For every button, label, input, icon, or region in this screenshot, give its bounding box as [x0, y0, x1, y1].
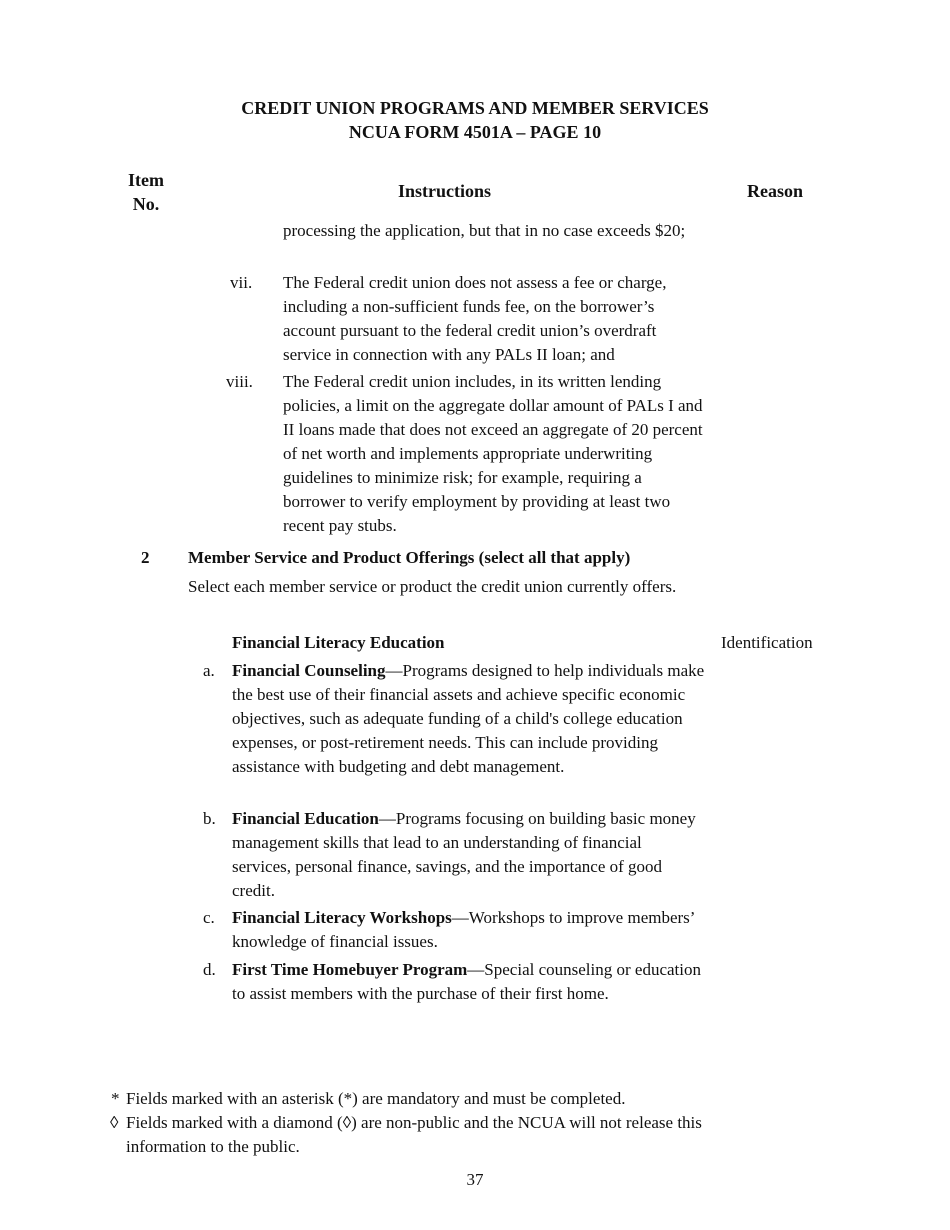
entry-term: Financial Literacy Workshops: [232, 908, 452, 927]
section-heading: Member Service and Product Offerings (select all that apply): [188, 548, 631, 567]
entry-text: [232, 958, 702, 1006]
item-number: 2: [141, 548, 150, 567]
diamond-icon: ◊: [110, 1113, 119, 1132]
subsection-heading: Financial Literacy Education: [232, 633, 445, 652]
asterisk-mark: *: [111, 1089, 120, 1108]
entry-term: First Time Homebuyer Program: [232, 960, 468, 979]
page-title-line-2: NCUA FORM 4501A – PAGE 10: [348, 122, 602, 142]
list-numeral: viii.: [226, 372, 253, 391]
footnote-mandatory: Fields marked with an asterisk (*) are mandatory and must be completed.: [126, 1089, 626, 1108]
entry-text: [232, 659, 710, 779]
list-item-text: The Federal credit union includes, in its written lending policies, a limit on the aggregate dollar amount of PALs I and II loans made that does not exceed an aggregate of 20 percent of net worth and implements appropriate underwriting guidelines to minimize risk; for example, requiring a borrower to verify employment by providing at least two recent pay stubs.: [283, 372, 703, 535]
continuation-text: processing the application, but that in no case exceeds $20;: [283, 221, 686, 240]
entry-text: [232, 807, 702, 903]
entry-letter: c.: [203, 908, 215, 927]
entry-term: Financial Counseling: [232, 661, 386, 680]
column-header-instructions: Instructions: [398, 181, 492, 201]
section-intro: Select each member service or product the credit union currently offers.: [188, 577, 677, 596]
entry-description: —Programs focusing on building basic money management skills that lead to an understanding of financial services, personal finance, savings, and the importance of good credit.: [232, 809, 696, 900]
entry-letter: d.: [203, 960, 216, 979]
list-numeral: vii.: [230, 273, 253, 292]
entry-description: —Programs designed to help individuals make the best use of their financial assets and achieve specific economic objectives, such as adequate funding of a child's college education expenses, or post-retirement needs. This can include providing assistance with budgeting and debt management.: [232, 661, 705, 776]
entry-letter: a.: [203, 661, 215, 680]
footnote-non-public: Fields marked with a diamond (◊) are non-public and the NCUA will not release this information to the public.: [126, 1113, 702, 1156]
entry-description: —Special counseling or education to assist members with the purchase of their first home.: [232, 960, 701, 1003]
page-title-line-1: CREDIT UNION PROGRAMS AND MEMBER SERVICES: [241, 98, 709, 118]
entry-term: Financial Education: [232, 809, 379, 828]
entry-description: —Workshops to improve members’ knowledge of financial issues.: [232, 908, 695, 951]
item-no-line-1: Item: [128, 170, 164, 190]
entry-letter: b.: [203, 809, 216, 828]
column-header-item-no: [110, 168, 182, 216]
list-item-text: The Federal credit union does not assess a fee or charge, including a non-sufficient funds fee, on the borrower’s account pursuant to the federal credit union’s overdraft service in connection with any PALs II loan; and: [283, 273, 667, 364]
page-number: 37: [466, 1170, 484, 1189]
entry-text: [232, 906, 702, 954]
column-header-reason: Reason: [747, 181, 804, 201]
reason-value: Identification: [721, 633, 813, 652]
item-no-line-2: No.: [132, 194, 160, 214]
